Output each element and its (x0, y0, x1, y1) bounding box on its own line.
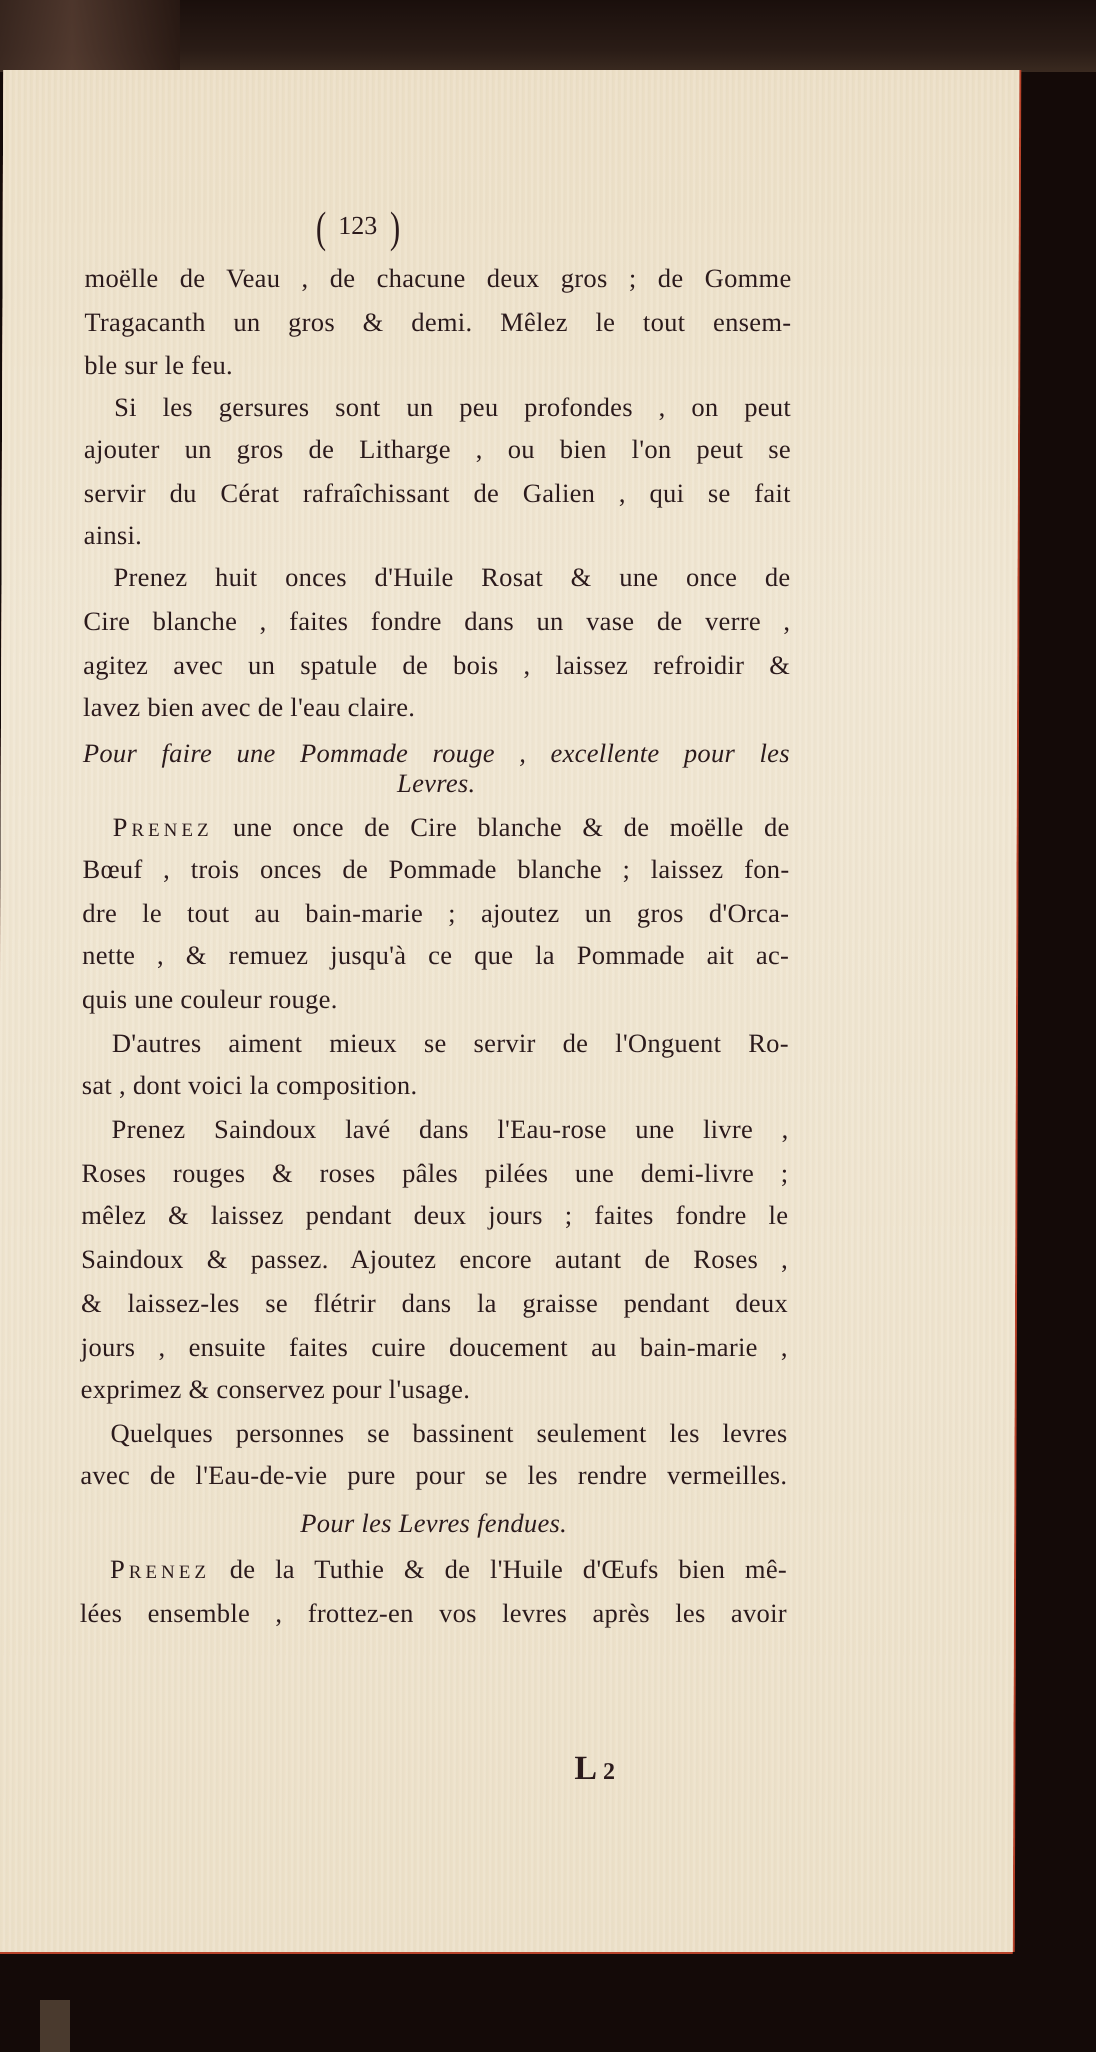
line-text: une once de Cire blanche & de moëlle de (212, 812, 790, 842)
text-line: Bœuf , trois onces de Pommade blanche ; laissez fon- (82, 854, 790, 884)
text-line: servir du Cérat rafraîchissant de Galien , qui se fait (83, 478, 791, 508)
text-line: avec de l'Eau-de-vie pure pour se les rendre vermeilles. (80, 1460, 788, 1490)
text-line: Prenez huit onces d'Huile Rosat & une once de (113, 562, 791, 592)
section-heading: Pour les Levres fendues. (300, 1508, 568, 1538)
folio-number: 123 (338, 211, 378, 240)
text-line: Roses rouges & roses pâles pilées une demi-livre ; (81, 1158, 789, 1188)
signature-number: 2 (602, 1759, 616, 1785)
section-heading: Levres. (397, 768, 476, 798)
text-line: nette , & remuez jusqu'à ce que la Pommade ait ac- (82, 940, 790, 970)
book-page (0, 70, 1019, 1952)
text-line: sat , dont voici la composition. (81, 1070, 418, 1100)
text-line: & laissez-les se flétrir dans la graisse pendant deux (80, 1288, 789, 1318)
text-line: exprimez & conservez pour l'usage. (80, 1374, 471, 1404)
text-line: quis une couleur rouge. (81, 984, 338, 1014)
text-line: Si les gersures sont un peu profondes , on peut (114, 392, 792, 422)
small-caps-lead: Prenez (109, 1554, 211, 1584)
folio-open-bracket: ( (315, 203, 327, 252)
section-heading: Pour faire une Pommade rouge , excellente pour les (82, 738, 790, 768)
book-edge-top-left (0, 0, 180, 70)
text-line: Prenez Saindoux lavé dans l'Eau-rose une livre , (111, 1114, 789, 1144)
text-line: D'autres aiment mieux se servir de l'Onguent Ro- (111, 1028, 789, 1058)
page-number (288, 202, 428, 253)
text-line: Cire blanche , faites fondre dans un vase de verre , (83, 606, 791, 636)
text-line: ble sur le feu. (84, 350, 234, 380)
book-spine-bottom (40, 2000, 70, 2052)
text-line: Saindoux & passez. Ajoutez encore autant de Roses , (81, 1244, 789, 1274)
text-line: lavez bien avec de l'eau claire. (83, 692, 416, 722)
text-line (110, 1554, 787, 1585)
folio-close-bracket: ) (389, 203, 400, 252)
signature-mark (574, 1750, 615, 1788)
line-text: de la Tuthie & de l'Huile d'Œufs bien mê- (209, 1554, 788, 1584)
text-line: lées ensemble , frottez-en vos levres après les avoir (79, 1598, 787, 1628)
text-line: Quelques personnes se bassinent seulement les levres (110, 1418, 788, 1448)
signature-letter: L (574, 1750, 598, 1787)
text-line (113, 812, 790, 843)
text-line: dre le tout au bain-marie ; ajoutez un gros d'Orca- (82, 898, 790, 928)
text-line: ainsi. (83, 520, 143, 550)
text-line: jours , ensuite faites cuire doucement au bain-marie , (80, 1332, 788, 1362)
text-line: moëlle de Veau , de chacune deux gros ; de Gomme (84, 263, 792, 293)
text-line: mêlez & laissez pendant deux jours ; faites fondre le (81, 1200, 789, 1230)
small-caps-lead: Prenez (112, 812, 213, 842)
text-line: Tragacanth un gros & demi. Mêlez le tout ensem- (84, 307, 792, 337)
text-line: agitez avec un spatule de bois , laissez refroidir & (83, 650, 791, 680)
text-line: ajouter un gros de Litharge , ou bien l'on peut se (83, 434, 792, 464)
